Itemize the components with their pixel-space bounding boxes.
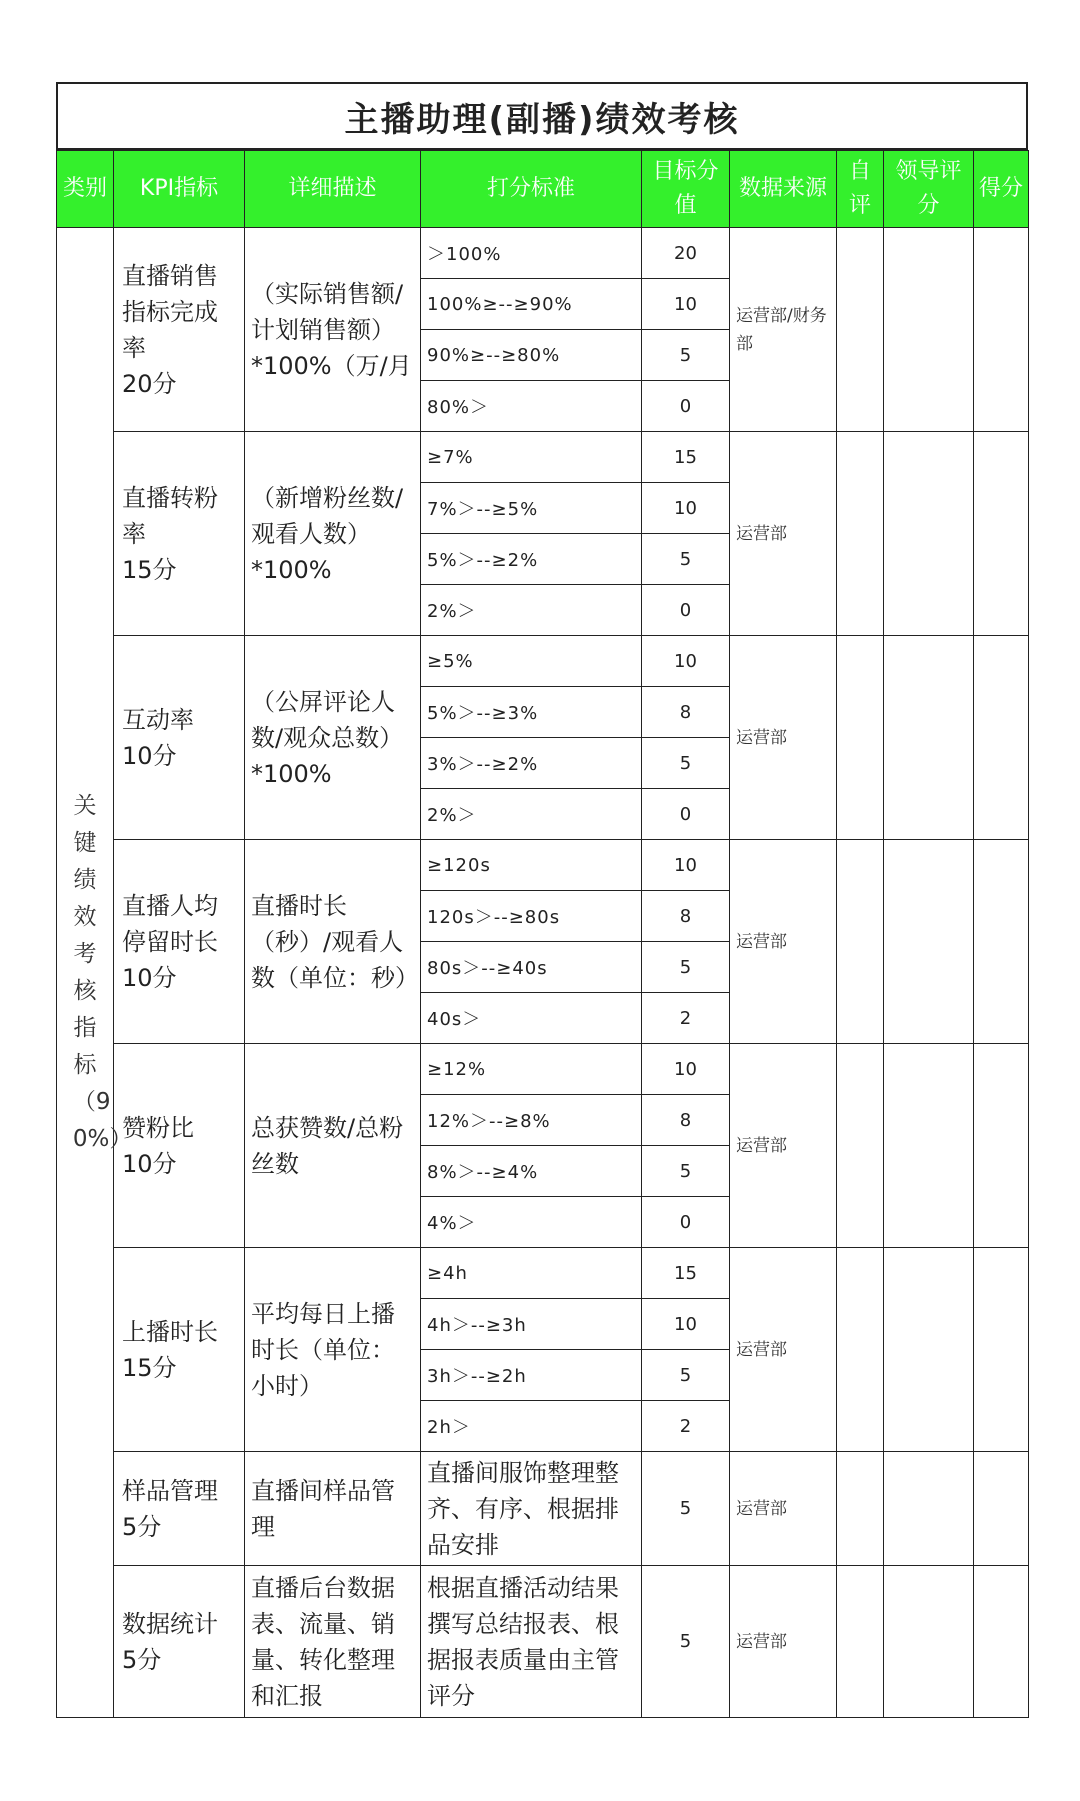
leader-score-cell[interactable] <box>884 1248 974 1452</box>
leader-score-cell[interactable] <box>884 840 974 1044</box>
data-source: 运营部 <box>730 1044 837 1248</box>
header-leader: 领导评分 <box>884 151 974 228</box>
target-score: 2 <box>642 1401 730 1452</box>
criteria-cell: 4%＞ <box>421 1197 642 1248</box>
data-source: 运营部 <box>730 432 837 636</box>
kpi-body <box>57 228 1029 1718</box>
target-score: 5 <box>642 1566 730 1718</box>
table-row <box>57 1044 1029 1095</box>
final-score-cell[interactable] <box>974 1452 1029 1566</box>
target-score: 5 <box>642 738 730 789</box>
criteria-cell: 12%＞--≥8% <box>421 1095 642 1146</box>
target-score: 10 <box>642 279 730 330</box>
leader-score-cell[interactable] <box>884 432 974 636</box>
self-score-cell[interactable] <box>837 1044 884 1248</box>
target-score: 5 <box>642 1146 730 1197</box>
data-source: 运营部 <box>730 840 837 1044</box>
header-kpi: KPI指标 <box>114 151 245 228</box>
self-score-cell[interactable] <box>837 228 884 432</box>
target-score: 8 <box>642 687 730 738</box>
header-score: 得分 <box>974 151 1029 228</box>
target-score: 8 <box>642 1095 730 1146</box>
leader-score-cell[interactable] <box>884 1566 974 1718</box>
table-row <box>57 1566 1029 1718</box>
target-score: 0 <box>642 1197 730 1248</box>
leader-score-cell[interactable] <box>884 1044 974 1248</box>
target-score: 10 <box>642 1044 730 1095</box>
self-score-cell[interactable] <box>837 636 884 840</box>
self-score-cell[interactable] <box>837 1566 884 1718</box>
leader-score-cell[interactable] <box>884 636 974 840</box>
target-score: 5 <box>642 1452 730 1566</box>
criteria-cell: 5%＞--≥3% <box>421 687 642 738</box>
criteria-cell: 5%＞--≥2% <box>421 534 642 585</box>
category-cell <box>57 228 133 1718</box>
final-score-cell[interactable] <box>974 840 1029 1044</box>
criteria-cell: 3%＞--≥2% <box>421 738 642 789</box>
kpi-name: 互动率 10分 <box>114 636 245 840</box>
final-score-cell[interactable] <box>974 1566 1029 1718</box>
final-score-cell[interactable] <box>974 432 1029 636</box>
table-row <box>57 1248 1029 1299</box>
target-score: 15 <box>642 1248 730 1299</box>
final-score-cell[interactable] <box>974 636 1029 840</box>
sheet-title: 主播助理(副播)绩效考核 <box>56 82 1028 150</box>
header-self: 自评 <box>837 151 884 228</box>
criteria-cell: 2%＞ <box>421 789 642 840</box>
kpi-description: （实际销售额/计划销售额）*100%（万/月 <box>245 228 421 432</box>
criteria-cell: ≥4h <box>421 1248 642 1299</box>
leader-score-cell[interactable] <box>884 1452 974 1566</box>
criteria-cell: 2h＞ <box>421 1401 642 1452</box>
kpi-description: 平均每日上播时长（单位：小时） <box>245 1248 421 1452</box>
kpi-name: 样品管理 5分 <box>114 1452 245 1566</box>
criteria-cell: 4h＞--≥3h <box>421 1299 642 1350</box>
header-source: 数据来源 <box>730 151 837 228</box>
self-score-cell[interactable] <box>837 1248 884 1452</box>
header-row <box>57 151 1029 228</box>
target-score: 8 <box>642 891 730 942</box>
target-score: 10 <box>642 483 730 534</box>
target-score: 0 <box>642 789 730 840</box>
criteria-cell: ≥7% <box>421 432 642 483</box>
criteria-cell: 90%≥--≥80% <box>421 330 642 381</box>
target-score: 10 <box>642 1299 730 1350</box>
data-source: 运营部/财务部 <box>730 228 837 432</box>
target-score: 0 <box>642 585 730 636</box>
target-score: 0 <box>642 381 730 432</box>
table-row <box>57 228 1029 279</box>
criteria-cell: 100%≥--≥90% <box>421 279 642 330</box>
kpi-name: 直播转粉率 15分 <box>114 432 245 636</box>
kpi-description: 总获赞数/总粉丝数 <box>245 1044 421 1248</box>
kpi-sheet <box>56 82 1028 1732</box>
criteria-cell: 120s＞--≥80s <box>421 891 642 942</box>
header-criteria: 打分标准 <box>421 151 642 228</box>
header-category: 类别 <box>57 151 114 228</box>
final-score-cell[interactable] <box>974 1044 1029 1248</box>
criteria-cell: 80s＞--≥40s <box>421 942 642 993</box>
data-source: 运营部 <box>730 1452 837 1566</box>
kpi-name: 直播销售指标完成率 20分 <box>114 228 245 432</box>
self-score-cell[interactable] <box>837 432 884 636</box>
criteria-cell: 7%＞--≥5% <box>421 483 642 534</box>
target-score: 10 <box>642 840 730 891</box>
criteria-cell: 80%＞ <box>421 381 642 432</box>
table-row <box>57 432 1029 483</box>
criteria-cell: ≥12% <box>421 1044 642 1095</box>
kpi-name: 上播时长 15分 <box>114 1248 245 1452</box>
table-row <box>57 840 1029 891</box>
table-row <box>57 1452 1029 1566</box>
target-score: 10 <box>642 636 730 687</box>
data-source: 运营部 <box>730 1566 837 1718</box>
target-score: 5 <box>642 1350 730 1401</box>
criteria-cell: ≥5% <box>421 636 642 687</box>
criteria-cell: 8%＞--≥4% <box>421 1146 642 1197</box>
kpi-description: 直播间样品管理 <box>245 1452 421 1566</box>
kpi-table <box>56 150 1029 1718</box>
final-score-cell[interactable] <box>974 1248 1029 1452</box>
criteria-cell: 40s＞ <box>421 993 642 1044</box>
header-description: 详细描述 <box>245 151 421 228</box>
kpi-description: 直播后台数据表、流量、销量、转化整理和汇报 <box>245 1566 421 1718</box>
final-score-cell[interactable] <box>974 228 1029 432</box>
criteria-cell: ＞100% <box>421 228 642 279</box>
data-source: 运营部 <box>730 636 837 840</box>
kpi-name: 赞粉比 10分 <box>114 1044 245 1248</box>
criteria-cell: 直播间服饰整理整齐、有序、根据排品安排 <box>421 1452 642 1566</box>
kpi-description: （新增粉丝数/观看人数）*100% <box>245 432 421 636</box>
self-score-cell[interactable] <box>837 840 884 1044</box>
kpi-name: 直播人均停留时长 10分 <box>114 840 245 1044</box>
target-score: 5 <box>642 942 730 993</box>
criteria-cell: ≥120s <box>421 840 642 891</box>
data-source: 运营部 <box>730 1248 837 1452</box>
target-score: 5 <box>642 534 730 585</box>
target-score: 5 <box>642 330 730 381</box>
target-score: 15 <box>642 432 730 483</box>
leader-score-cell[interactable] <box>884 228 974 432</box>
kpi-description: 直播时长（秒）/观看人数（单位：秒） <box>245 840 421 1044</box>
kpi-description: （公屏评论人数/观众总数）*100% <box>245 636 421 840</box>
self-score-cell[interactable] <box>837 1452 884 1566</box>
table-row <box>57 636 1029 687</box>
header-target: 目标分值 <box>642 151 730 228</box>
target-score: 2 <box>642 993 730 1044</box>
criteria-cell: 3h＞--≥2h <box>421 1350 642 1401</box>
criteria-cell: 2%＞ <box>421 585 642 636</box>
category-label: 关键绩效考核指标（90%） <box>72 792 133 1152</box>
criteria-cell: 根据直播活动结果撰写总结报表、根据报表质量由主管评分 <box>421 1566 642 1718</box>
target-score: 20 <box>642 228 730 279</box>
kpi-name: 数据统计 5分 <box>114 1566 245 1718</box>
